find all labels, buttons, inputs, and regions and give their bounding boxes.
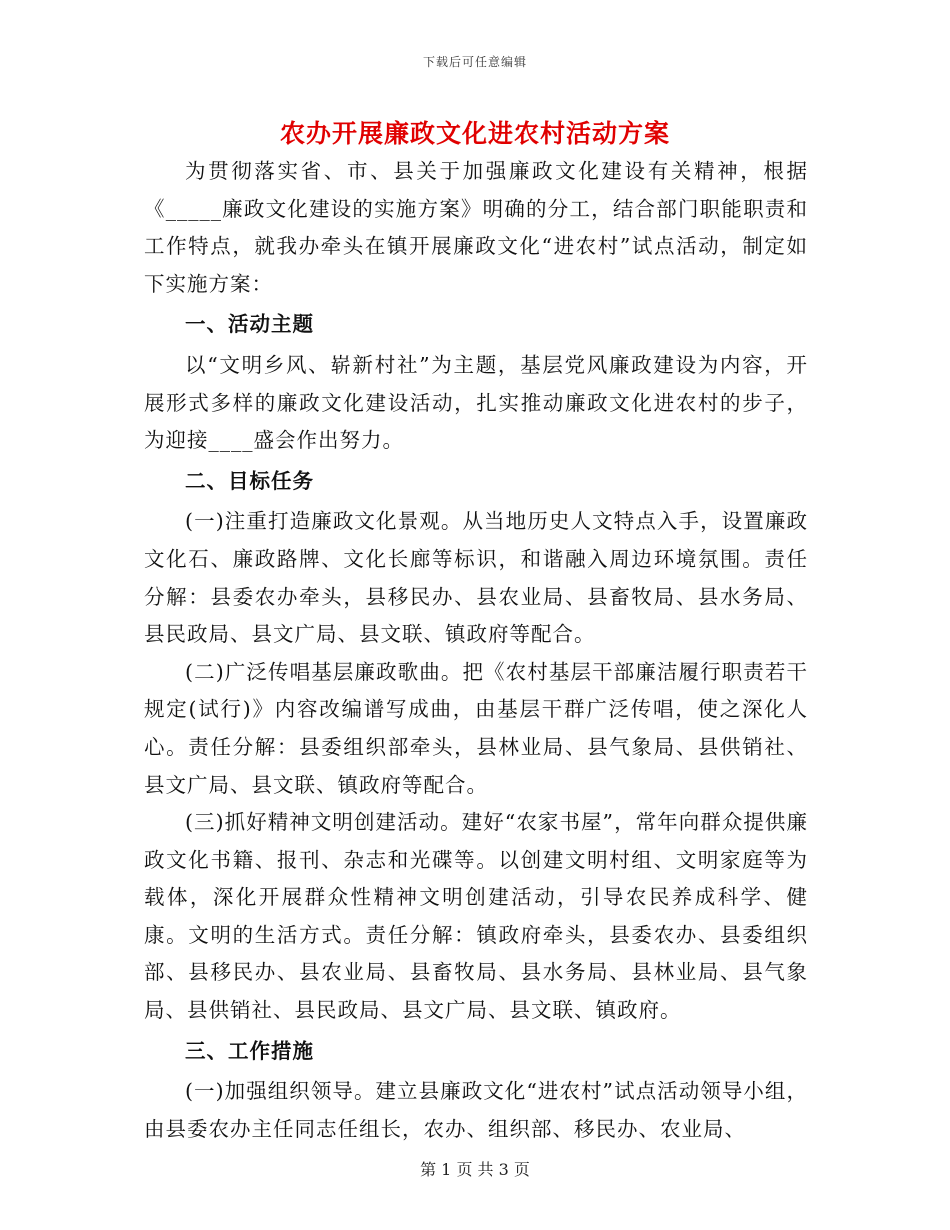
section-paragraph: (一)加强组织领导。建立县廉政文化“进农村”试点活动领导小组，由县委农办主任同志任组长，农办、组织部、移民办、农业局、 [144,1079,808,1141]
section-paragraph: (三)抓好精神文明创建活动。建好“农家书屋”，常年向群众提供廉政文化书籍、报刊、杂志和光碟等。以创建文明村组、文明家庭等为载体，深化开展群众性精神文明创建活动，引导农民养成科学、健康。文明的生活方式。责任分解：镇政府牵头，县委农办、县委组织部、县移民办、县农业局、县畜牧局、县水务局、县林业局、县气象局、县供销社、县民政局、县文广局、县文联、镇政府。 [144,810,808,1023]
section-paragraph: (一)注重打造廉政文化景观。从当地历史人文特点入手，设置廉政文化石、廉政路牌、文化长廊等标识，和谐融入周边环境氛围。责任分解：县委农办牵头，县移民办、县农业局、县畜牧局、县水务局、县民政局、县文广局、县文联、镇政府等配合。 [144,509,808,647]
section-paragraph: (二)广泛传唱基层廉政歌曲。把《农村基层干部廉洁履行职责若干规定(试行)》内容改编谱写成曲，由基层干群广泛传唱，使之深化人心。责任分解：县委组织部牵头，县林业局、县气象局、县供销社、县文广局、县文联、镇政府等配合。 [144,659,808,797]
section-heading-theme: 一、活动主题 [185,312,314,337]
section-paragraph: 以“文明乡风、崭新村社”为主题，基层党风廉政建设为内容，开展形式多样的廉政文化建设活动，扎实推动廉政文化进农村的步子，为迎接____盛会作出努力。 [144,352,808,453]
section-heading-measures: 三、工作措施 [185,1038,314,1063]
document-title: 农办开展廉政文化进农村活动方案 [279,119,670,148]
section-heading-goals: 二、目标任务 [185,468,314,493]
page-number: 第 1 页 共 3 页 [420,1160,530,1179]
intro-paragraph: 为贯彻落实省、市、县关于加强廉政文化建设有关精神，根据《_____廉政文化建设的实施方案》明确的分工，结合部门职能职责和工作特点，就我办牵头在镇开展廉政文化“进农村”试点活动，制定如下实施方案： [144,159,808,296]
page-header-note: 下载后可任意编辑 [422,55,527,69]
document-body [144,153,808,1148]
